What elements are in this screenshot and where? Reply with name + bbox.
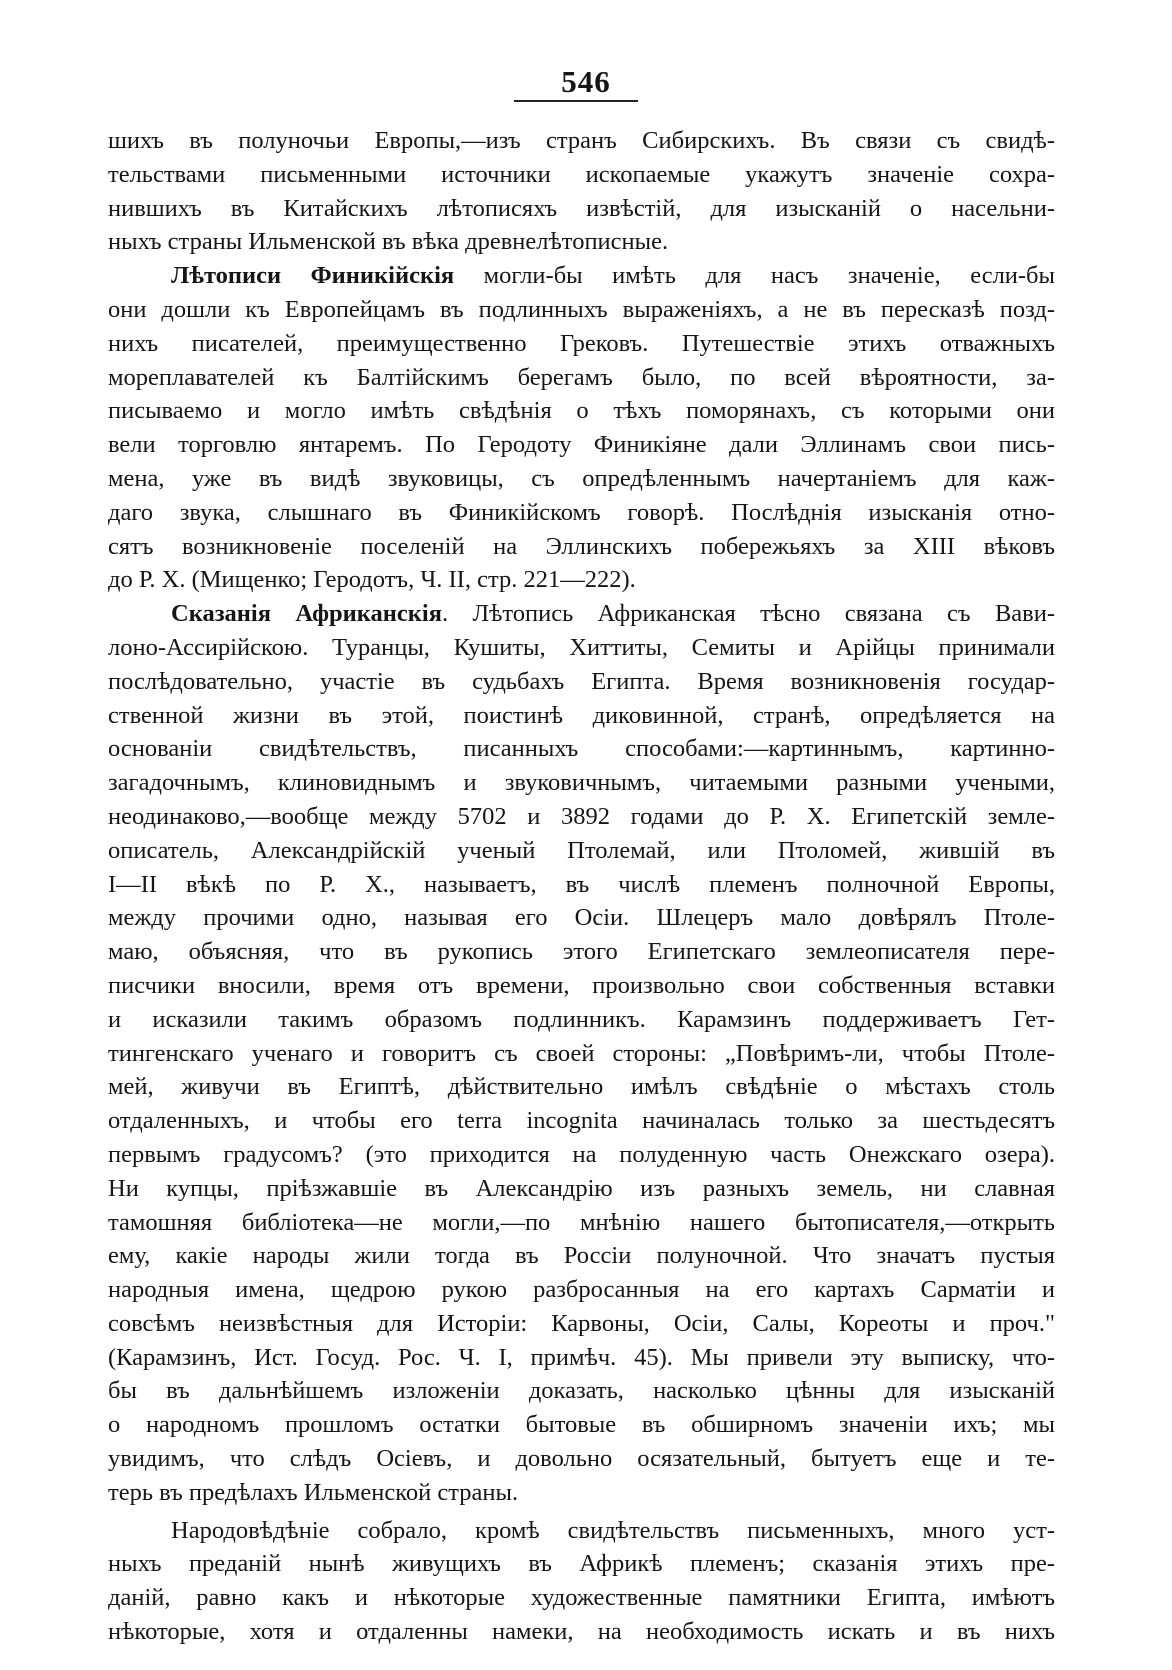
text-line: отдаленныхъ, и чтобы его terra incognita начиналась только за шестьдесятъ <box>108 1107 1055 1135</box>
text-line: маю, объясняя, что въ рукопись этого Египетскаго землеописателя пере- <box>108 938 1055 966</box>
text-line: народныя имена, щедрою рукою разбросанныя на его картахъ Сарматіи и <box>108 1276 1055 1304</box>
section-lead-african: Сказанія Африканскія <box>171 600 442 628</box>
text-line: описатель, Александрійскій ученый Птолемай, или Птоломей, жившій въ <box>108 836 1055 864</box>
text-line: писываемо и могло имѣть свѣдѣнія о тѣхъ поморянахъ, съ которыми они <box>108 397 1055 425</box>
text-line: ственной жизни въ этой, поистинѣ диковинной, странѣ, опредѣляется на <box>108 701 1055 729</box>
text-line: даго звука, слышнаго въ Финикійскомъ говорѣ. Послѣднія изысканія отно- <box>108 498 1055 526</box>
text-line: до Р. Х. (Мищенко; Геродотъ, Ч. II, стр. 221—222). <box>108 566 636 594</box>
text-line: мореплавателей къ Балтійскимъ берегамъ было, по всей вѣроятности, за- <box>108 363 1055 391</box>
text-line: первымъ градусомъ? (это приходится на полуденную часть Онежскаго озера). <box>108 1140 1055 1168</box>
paragraph-first-line <box>108 597 1055 631</box>
text-run: . Лѣтопись Африканская тѣсно связана съ Вави- <box>441 600 1055 628</box>
text-line: даній, равно какъ и нѣкоторые художественные памятники Египта, имѣютъ <box>108 1584 1055 1612</box>
text-line: бы въ дальнѣйшемъ изложеніи доказать, насколько цѣнны для изысканій <box>108 1377 1055 1405</box>
text-line: увидимъ, что слѣдъ Осіевъ, и довольно осязательный, бытуетъ еще и те- <box>108 1445 1055 1473</box>
text-line: нихъ писателей, преимущественно Грековъ. Путешествіе этихъ отважныхъ <box>108 329 1055 357</box>
text-line: ныхъ страны Ильменской въ вѣка древнелѣтописные. <box>108 228 669 256</box>
text-line: нѣкоторые, хотя и отдаленны намеки, на необходимость искать и въ нихъ <box>108 1618 1055 1646</box>
text-run: могли-бы имѣть для насъ значеніе, если-бы <box>454 262 1055 290</box>
text-line: (Карамзинъ, Ист. Госуд. Рос. Ч. I, примѣч. 45). Мы привели эту выписку, что- <box>108 1343 1055 1371</box>
text-line: послѣдовательно, участіе въ судьбахъ Египта. Время возникновенія государ- <box>108 667 1055 695</box>
paragraph-first-line: Народовѣдѣніе собрало, кромѣ свидѣтельствъ письменныхъ, много уст- <box>171 1516 1055 1544</box>
section-lead-phoenician: Лѣтописи Финикійскія <box>171 262 455 290</box>
text-line: писчики вносили, время отъ времени, произвольно свои собственныя вставки <box>108 971 1055 999</box>
text-line: и исказили такимъ образомъ подлинникъ. Карамзинъ поддерживаетъ Гет- <box>108 1005 1055 1033</box>
page-number-rule <box>514 100 638 102</box>
text-line: сятъ возникновеніе поселеній на Эллинскихъ побережьяхъ за XIII вѣковъ <box>108 532 1055 560</box>
text-line: I—II вѣкѣ по Р. Х., называетъ, въ числѣ племенъ полночной Европы, <box>108 870 1055 898</box>
body-text <box>108 124 1055 1649</box>
text-line: шихъ въ полуночьи Европы,—изъ странъ Сибирскихъ. Въ связи съ свидѣ- <box>108 127 1055 154</box>
text-line: нившихъ въ Китайскихъ лѣтописяхъ извѣстій, для изысканій о насельни- <box>108 194 1055 222</box>
paragraph-first-line <box>108 259 1055 293</box>
text-line: основаніи свидѣтельствъ, писанныхъ способами:—картиннымъ, картинно- <box>108 735 1055 763</box>
text-line: тингенскаго ученаго и говоритъ съ своей стороны: „Повѣримъ-ли, чтобы Птоле- <box>108 1039 1055 1067</box>
text-line: лоно-Ассирійскою. Туранцы, Кушиты, Хиттиты, Семиты и Арійцы принимали <box>108 633 1055 661</box>
page-number: 546 <box>561 64 611 99</box>
text-line: Ни купцы, пріѣзжавшіе въ Александрію изъ разныхъ земель, ни славная <box>108 1174 1055 1202</box>
text-line: вели торговлю янтаремъ. По Геродоту Финикіяне дали Эллинамъ свои пись- <box>108 431 1055 459</box>
text-line: мей, живучи въ Египтѣ, дѣйствительно имѣлъ свѣдѣніе о мѣстахъ столь <box>108 1073 1055 1101</box>
text-line: мена, уже въ видѣ звуковицы, съ опредѣленнымъ начертаніемъ для каж- <box>108 464 1055 492</box>
text-line: тамошняя библіотека—не могли,—по мнѣнію нашего бытописателя,—открыть <box>108 1208 1055 1236</box>
text-line: терь въ предѣлахъ Ильменской страны. <box>108 1478 519 1506</box>
text-line: о народномъ прошломъ остатки бытовые въ обширномъ значеніи ихъ; мы <box>108 1411 1055 1439</box>
text-line: тельствами письменными источники ископаемые укажутъ значеніе сохра- <box>108 160 1055 188</box>
text-line: неодинаково,—вообще между 5702 и 3892 годами до Р. Х. Египетскій земле- <box>108 802 1055 830</box>
text-line: совсѣмъ неизвѣстныя для Исторіи: Карвоны, Осіи, Салы, Кореоты и проч." <box>108 1309 1055 1337</box>
text-line: между прочими одно, называя его Осіи. Шлецеръ мало довѣрялъ Птоле- <box>108 904 1055 932</box>
text-line: ныхъ преданій нынѣ живущихъ въ Африкѣ племенъ; сказанія этихъ пре- <box>108 1550 1055 1578</box>
text-line: загадочнымъ, клиновиднымъ и звуковичнымъ, читаемыми разными учеными, <box>108 769 1055 797</box>
text-line: они дошли къ Европейцамъ въ подлинныхъ выраженіяхъ, а не въ пересказѣ позд- <box>108 295 1055 323</box>
text-line: ему, какіе народы жили тогда въ Россіи полуночной. Что значатъ пустыя <box>108 1242 1055 1270</box>
